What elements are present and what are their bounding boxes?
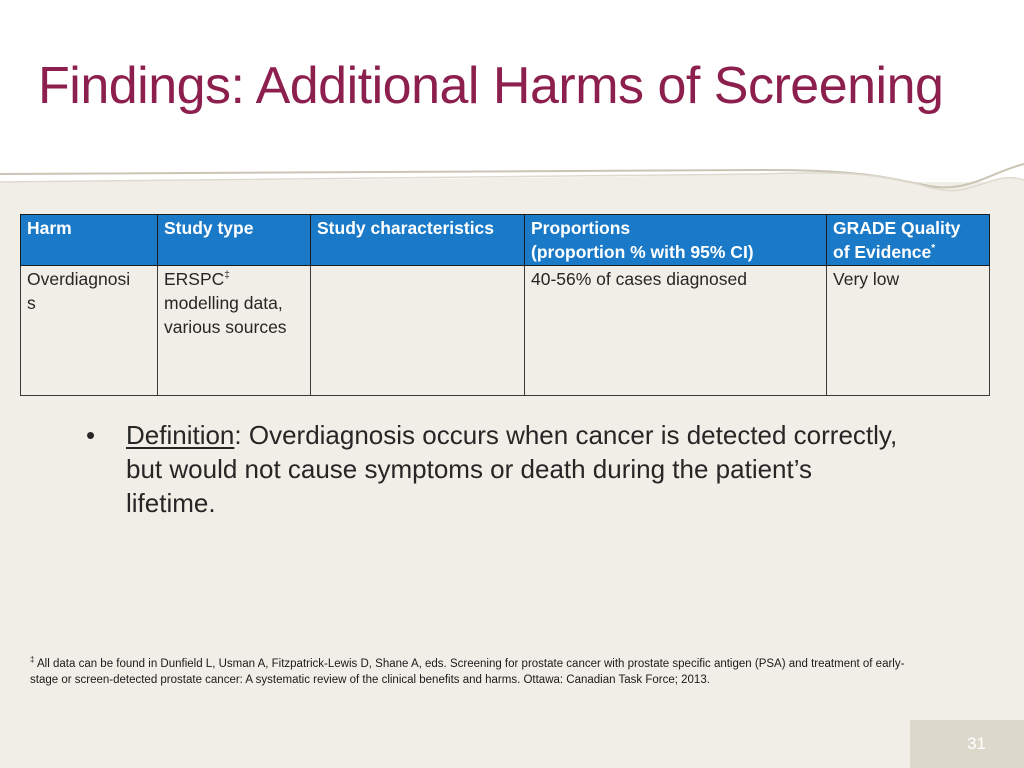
header-proportions-line2: (proportion % with 95% CI)	[531, 242, 754, 262]
page-number: 31	[910, 720, 1024, 768]
header-proportions	[525, 215, 827, 266]
table-row	[21, 266, 990, 396]
definition-body: : Overdiagnosis occurs when cancer is detected correctly, but would not cause symptoms or death during the patient’s lifetime.	[126, 420, 898, 518]
cell-harm-line1: Overdiagnosi	[27, 269, 131, 289]
cell-study-type	[158, 266, 311, 396]
header-harm: Harm	[21, 215, 158, 266]
header-study-type: Study type	[158, 215, 311, 266]
header-grade-line2: of Evidence	[833, 242, 932, 262]
harms-table	[20, 214, 990, 396]
cell-study-type-line3: various sources	[164, 317, 287, 337]
definition-term: Definition	[126, 420, 235, 450]
cell-study-type-line1: ERSPC	[164, 269, 225, 289]
asterisk-marker: *	[931, 243, 936, 255]
footnote	[30, 656, 930, 688]
cell-grade: Very low	[827, 266, 990, 396]
cell-proportions: 40-56% of cases diagnosed	[525, 266, 827, 396]
header-study-characteristics: Study characteristics	[311, 215, 525, 266]
cell-harm	[21, 266, 158, 396]
cell-study-type-line2: modelling data,	[164, 293, 283, 313]
decorative-swoosh	[0, 150, 1024, 220]
definition-bullet	[86, 418, 906, 520]
header-grade-line1: GRADE Quality	[833, 218, 961, 238]
header-grade-quality	[827, 215, 990, 266]
slide-title: Findings: Additional Harms of Screening	[38, 57, 944, 115]
footnote-text: All data can be found in Dunfield L, Usman A, Fitzpatrick-Lewis D, Shane A, eds. Screening for prostate cancer with prostate specific antigen (PSA) and treatment of early-stage or screen-detected prostate cancer: A systematic review of the clinical benefits and harms. Ottawa: Canadian Task Force; 2013.	[30, 658, 905, 686]
table-header-row	[21, 215, 990, 266]
bullet-icon: •	[86, 420, 96, 450]
header-proportions-line1: Proportions	[531, 218, 631, 238]
footnote-marker: ‡	[30, 655, 35, 665]
double-dagger-marker: ‡	[224, 270, 230, 282]
cell-harm-line2: s	[27, 293, 36, 313]
definition-text	[126, 418, 906, 520]
cell-study-characteristics	[311, 266, 525, 396]
